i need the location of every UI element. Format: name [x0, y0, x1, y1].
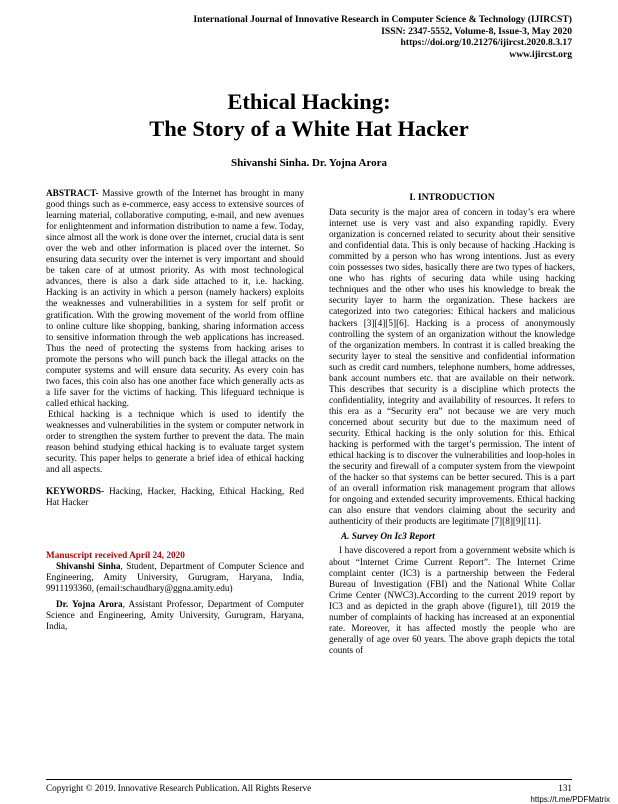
author1-name: Shivanshi Sinha: [56, 562, 121, 573]
journal-issn: ISSN: 2347-5552, Volume-8, Issue-3, May 2020: [381, 25, 572, 37]
right-column: [329, 189, 575, 657]
keywords-label: KEYWORDS-: [46, 487, 105, 498]
author2-affiliation: [46, 600, 304, 633]
abstract-label: ABSTRACT-: [46, 189, 99, 199]
paper-title-line2: The Story of a White Hat Hacker: [149, 116, 469, 141]
journal-name: International Journal of Innovative Research in Computer Science & Technology (IJIRCST): [193, 14, 572, 25]
intro-heading: I. INTRODUCTION: [409, 192, 495, 203]
journal-site[interactable]: www.ijircst.org: [509, 48, 572, 60]
author1-text: , Student, Department of Computer Science and Engineering, Amity University, Gurugram, Haryana, India, 9911193360, (email:schaudhary@ggna.amity.edu): [46, 562, 304, 595]
abstract-text: Massive growth of the Internet has brought in many good things such as e-commerce, easy access to extensive sources of learning material, collaborative computing, e-mail, and new avenues for enlightenment and information distribution to name a few. Today, since almost all the work is done over the internet, crucial data is sent over the web and other information is placed over the internet. So ensuring data security over the internet is very important and should be taken care of at utmost priority. As with most technological advances, there is also a dark side attached to it, i.e. hacking. Hacking is an activity in which a person (namely hackers) exploits the weaknesses and vulnerabilities in a system for self profit or gratification. With the growing movement of the world from offline to online culture like shopping, banking, sharing information access to sensitive information through the web applications has increased. Thus the need of protecting the systems from hacking arises to promote the persons who will punch back the illegal attacks on the computer systems and will ensure data security. As every coin has two faces, this coin also has one another face which generally acts as a life saver for the victims of hacking. This lifeguard technique is called ethical hacking.: [46, 189, 304, 409]
spacer: [46, 509, 304, 551]
manuscript-received: Manuscript received April 24, 2020: [46, 551, 185, 562]
survey-heading: A. Survey On Ic3 Report: [341, 532, 435, 543]
paper-authors: Shivanshi Sinha. Dr. Yojna Arora: [230, 157, 388, 169]
abstract-paragraph: [46, 189, 304, 410]
author2-name: Dr. Yojna Arora: [56, 599, 123, 610]
watermark-link[interactable]: https://t.me/PDFMatrix: [530, 795, 610, 804]
spacer: [46, 476, 304, 487]
left-column: [46, 189, 304, 633]
journal-header: [193, 14, 572, 60]
intro-paragraph: Data security is the major area of concern in today’s era where internet use is very vast and also expanding rapidly. Every organization is concerned related to security about their sensitive and confidential data. This is only because of hacking .Hacking is committed by a person who has wrong intentions. Just as every coin possesses two sides, basically there are two types of hackers, one who has rights of securing data while using hacking techniques and the other who uses his knowledge to break the security layer to harm the organization. These hackers are categorized into two categories: Ethical hackers and malicious hackers [3][4][5][6]. Hacking is a process of anonymously controlling the system of an organization without the knowledge of the organization members. In contrast it is called breaking the security layer to steal the sensitive and confidential information such as credit card numbers, telephone numbers, home addresses, bank account numbers etc. that are available on their network. This describes that security is a discipline which protects the confidentiality, integrity and availability of resources. It refers to this era as a “Security era” not because we are very much concerned about security but due to the maximum need of security. Ethical hacking is the only solution for this. Ethical hacking is performed with the target’s permission. The intent of ethical hacking is to discover the vulnerabilities and loop-holes in the security and firewall of a computer system from the viewpoint of the hacker so that systems can be better secured. This is a part of an overall information risk management program that allows for ongoing and extended security improvements. Ethical hacking can also ensure that vendors claiming about the security and authenticity of their products are legitimate [7][8][9][11].: [329, 208, 575, 528]
page-number: 131: [558, 783, 572, 793]
journal-doi[interactable]: https://doi.org/10.21276/ijircst.2020.8.3.17: [400, 37, 572, 49]
paper-title: [0, 88, 618, 142]
keywords-paragraph: [46, 487, 304, 509]
footer-copyright: Copyright © 2019. Innovative Research Publication. All Rights Reserve: [46, 783, 312, 793]
paper-title-line1: Ethical Hacking:: [227, 89, 391, 114]
author2-text: , Assistant Professor, Department of Computer Science and Engineering, Amity University, Gurugram, Haryana, India,: [46, 599, 305, 632]
abstract-paragraph-2: Ethical hacking is a technique which is used to identify the weaknesses and vulnerabilities in the system or computer network in order to strengthen the system further to prevent the data. The main reason behind studying ethical hacking is to evaluate target system security. This paper helps to generate a brief idea of ethical hacking and all aspects.: [46, 409, 304, 476]
author1-affiliation: [46, 562, 304, 595]
keywords-text: Hacking, Hacker, Hacking, Ethical Hacking, Red Hat Hacker: [46, 487, 304, 509]
survey-paragraph: I have discovered a report from a government website which is about “Internet Crime Current Report”. The Internet Crime complaint center (IC3) is a partnership between the Federal Bureau of Investigation (FBI) and the National White Collar Crime Center (NWC3).According to the current 2019 report by IC3 and as depicted in the graph above (figure1), till 2019 the number of complaints of hacking has increased at an exponential rate. Moreover, it has affected mostly the people who are generally of age over 60 years. The above graph depicts the total counts of: [329, 546, 575, 656]
footer-divider: [46, 779, 572, 780]
